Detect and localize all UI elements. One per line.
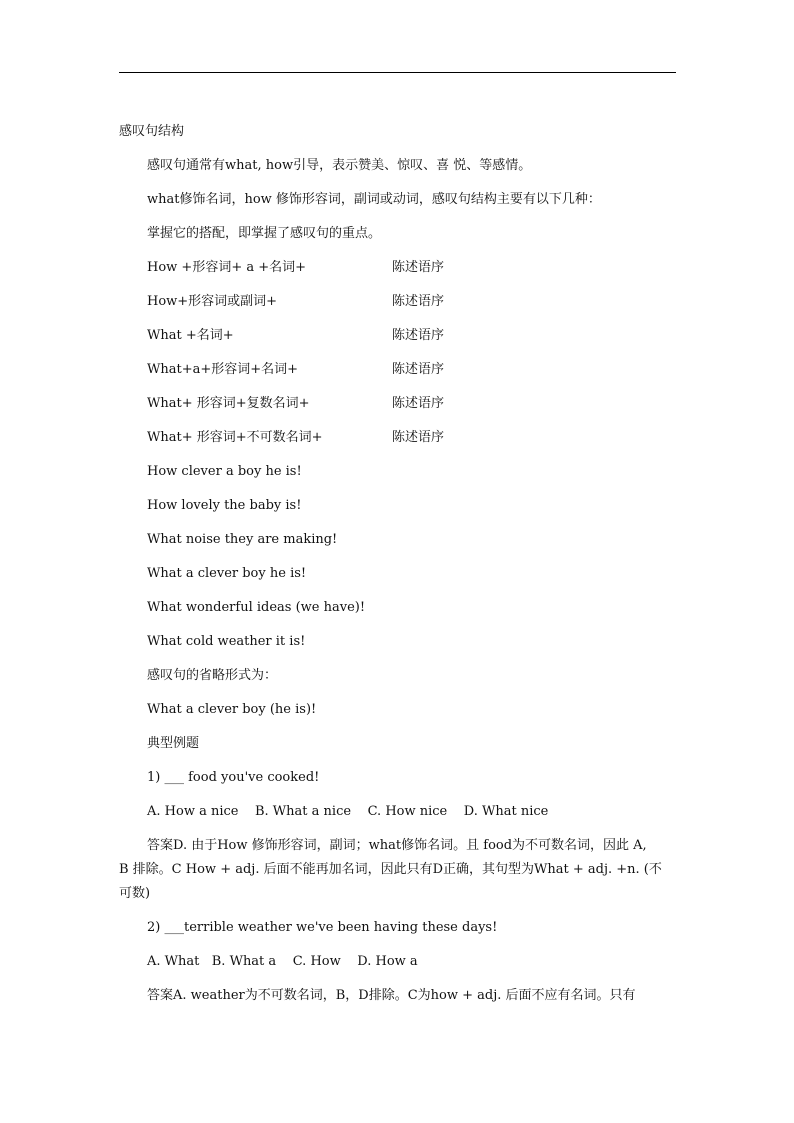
answer-1-line-2: B 排除。C How + adj. 后面不能再加名词，因此只有D正确，其句型为What + adj. +n. (不 <box>119 862 662 877</box>
ellipsis-example: What a clever boy (he is)! <box>147 702 317 717</box>
example-sentence: What wonderful ideas (we have)! <box>147 600 366 615</box>
pattern-row <box>147 293 547 311</box>
answer-1-line-1: 答案D. 由于How 修饰形容词，副词；what修饰名词。且 food为不可数名词，因此 A, <box>147 838 647 853</box>
header-rule <box>119 72 676 73</box>
pattern-row <box>147 395 547 413</box>
pattern-row <box>147 259 547 277</box>
pattern-formula: How+形容词或副词+ <box>147 294 278 309</box>
example-sentence: How lovely the baby is! <box>147 498 302 513</box>
intro-paragraph-2: what修饰名词，how 修饰形容词，副词或动词，感叹句结构主要有以下几种： <box>147 192 601 207</box>
section-heading: 感叹句结构 <box>119 124 185 139</box>
answer-1-line-3: 可数) <box>119 886 151 901</box>
pattern-formula: What+a+形容词+名词+ <box>147 362 299 377</box>
example-sentence: How clever a boy he is! <box>147 464 302 479</box>
pattern-word-order: 陈述语序 <box>392 430 445 445</box>
pattern-word-order: 陈述语序 <box>392 396 445 411</box>
question-1-options: A. How a nice B. What a nice C. How nice D. What nice <box>147 804 549 819</box>
pattern-formula: What+ 形容词+复数名词+ <box>147 396 310 411</box>
pattern-word-order: 陈述语序 <box>392 328 445 343</box>
example-sentence: What a clever boy he is! <box>147 566 307 581</box>
pattern-formula: How +形容词+ a +名词+ <box>147 260 307 275</box>
pattern-formula: What+ 形容词+不可数名词+ <box>147 430 323 445</box>
pattern-row <box>147 361 547 379</box>
pattern-formula: What +名词+ <box>147 328 234 343</box>
answer-2-line-1: 答案A. weather为不可数名词，B，D排除。C为how + adj. 后面不应有名词。只有 <box>147 988 636 1003</box>
typical-examples-label: 典型例题 <box>147 736 200 751</box>
intro-paragraph-3: 掌握它的搭配，即掌握了感叹句的重点。 <box>147 226 382 241</box>
question-1: 1) ___ food you've cooked! <box>147 770 320 785</box>
question-2: 2) ___terrible weather we've been having these days! <box>147 920 498 935</box>
pattern-word-order: 陈述语序 <box>392 260 445 275</box>
example-sentence: What cold weather it is! <box>147 634 306 649</box>
question-2-options: A. What B. What a C. How D. How a <box>147 954 418 969</box>
example-sentence: What noise they are making! <box>147 532 338 547</box>
intro-paragraph-1: 感叹句通常有what, how引导，表示赞美、惊叹、喜 悦、等感情。 <box>147 158 532 173</box>
pattern-word-order: 陈述语序 <box>392 294 445 309</box>
ellipsis-label: 感叹句的省略形式为： <box>147 668 278 683</box>
pattern-row <box>147 429 547 447</box>
pattern-row <box>147 327 547 345</box>
pattern-word-order: 陈述语序 <box>392 362 445 377</box>
